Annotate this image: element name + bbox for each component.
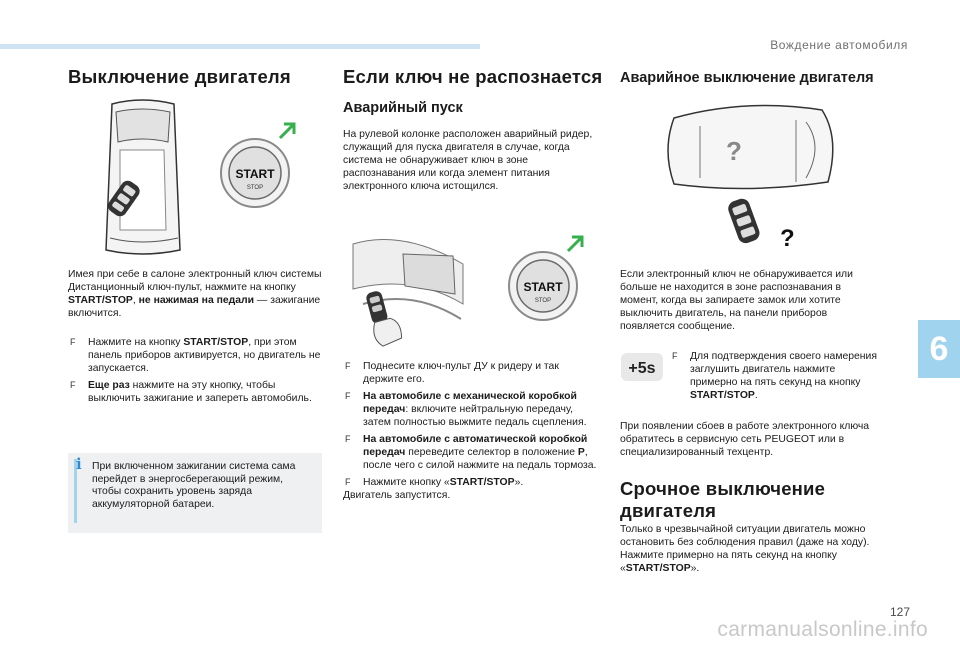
list-item: F На автомобиле с автоматической коробкой передач переведите селектор в положение P, после чего с силой нажмите на педаль тормоза. xyxy=(345,434,597,471)
start-stop-button-icon xyxy=(221,139,289,207)
title-emergency-stop: Аварийное выключение двигателя xyxy=(620,70,874,86)
section-title: Вождение автомобиля xyxy=(770,38,908,52)
list-item: F Нажмите на кнопку START/STOP, при этом панель приборов активируется, но двигатель не запускается. xyxy=(70,337,321,374)
list-item: F На автомобиле с механической коробкой передач: включите нейтральную передачу, затем полностью выжмите педаль сцепления. xyxy=(345,391,587,428)
title-engine-off: Выключение двигателя xyxy=(68,66,291,87)
watermark: carmanualsonline.info xyxy=(717,618,928,641)
emergency-start-intro: На рулевой колонке расположен аварийный ридер, служащий для пуска двигателя в случае, когда система не обнаруживает ключ в зоне распознавания или когда элемент питания электронного ключа истощился. xyxy=(343,129,593,192)
stop-label: STOP xyxy=(246,185,264,191)
list-item: F Поднесите ключ-пульт ДУ к ридеру и так держите его. xyxy=(345,361,559,385)
reader-illustration xyxy=(343,234,593,349)
svg-text:+5s: +5s xyxy=(628,360,656,377)
question-mark-icon: ? xyxy=(780,225,795,252)
page-number: 127 xyxy=(889,605,910,619)
press-arrow-icon xyxy=(568,237,582,251)
press-arrow-icon xyxy=(280,124,294,138)
list-item: F Нажмите кнопку «START/STOP». xyxy=(345,477,524,488)
plus-5s-badge xyxy=(620,352,664,382)
car-outline xyxy=(668,106,833,189)
emergency-stop-intro: Если электронный ключ не обнаруживается или больше не находится в зоне распознавания в момент, когда вы запираете замок или хотите выключить двигатель, на панели приборов появляется сообщение. xyxy=(620,269,853,332)
emergency-stop-step xyxy=(670,350,880,406)
start-label: START xyxy=(235,167,275,181)
question-mark-icon: ? xyxy=(726,136,742,166)
header-bar xyxy=(0,44,480,49)
list-item: F Для подтверждения своего намерения заглушить двигатель нажмите примерно на пять секунд на кнопку START/STOP. xyxy=(672,351,877,401)
key-fob-icon xyxy=(726,196,762,245)
svg-text:STOP: STOP xyxy=(534,298,552,304)
chapter-tab: 6 xyxy=(918,320,960,378)
info-icon: i xyxy=(76,455,82,473)
info-text: При включенном зажигании система сама перейдет в энергосберегающий режим, чтобы сохранить уровень заряда аккумуляторной батареи. xyxy=(92,461,296,510)
start-stop-button-icon xyxy=(509,252,577,320)
title-urgent-stop: Срочное выключение двигателя xyxy=(620,478,826,521)
svg-text:START: START xyxy=(523,280,563,294)
title-key-not-recognized: Если ключ не распознается xyxy=(343,66,603,87)
fault-note: При появлении сбоев в работе электронного ключа обратитесь в сервисную сеть PEUGEOT или в специализированный техцентр. xyxy=(620,421,870,458)
emergency-start-steps xyxy=(343,360,601,502)
engine-off-steps xyxy=(68,336,326,409)
urgent-stop-text: Только в чрезвычайной ситуации двигатель можно остановить без соблюдения правил (даже на ходу). Нажмите примерно на пять секунд на кнопку «START/STOP». xyxy=(620,524,870,574)
list-item: F Еще раз нажмите на эту кнопку, чтобы выключить зажигание и запереть автомобиль. xyxy=(70,380,312,404)
subtitle-emergency-start: Аварийный пуск xyxy=(343,100,463,116)
engine-off-intro: Имея при себе в салоне электронный ключ системы Дистанционный ключ-пульт, нажмите на кнопку START/STOP, не нажимая на педали — зажигание включится. xyxy=(68,269,322,319)
engine-starts-text: Двигатель запустится. xyxy=(343,490,451,501)
car-key-start-illustration xyxy=(98,98,313,258)
car-question-illustration xyxy=(656,98,856,258)
info-note xyxy=(68,453,322,533)
